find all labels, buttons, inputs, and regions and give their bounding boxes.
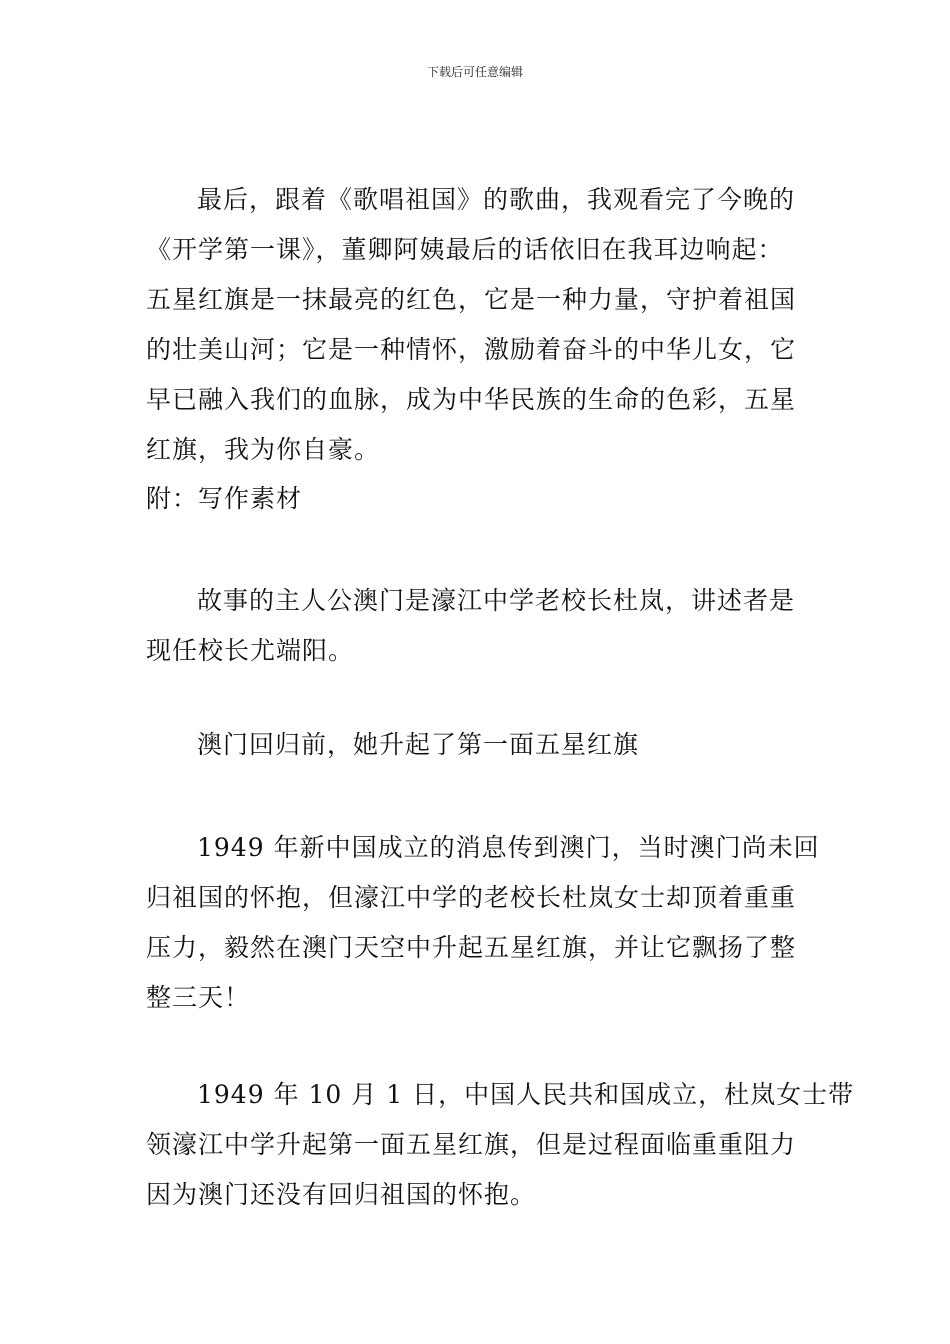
paragraph-line: 《开学第一课》，董卿阿姨最后的话依旧在我耳边响起： bbox=[146, 235, 784, 264]
section-subtitle: 澳门回归前，她升起了第一面五星红旗 bbox=[197, 730, 640, 759]
paragraph-story-intro bbox=[146, 576, 806, 676]
paragraph-line: 压力，毅然在澳门天空中升起五星红旗，并让它飘扬了整 bbox=[146, 933, 797, 962]
page-header-note: 下载后可任意编辑 bbox=[426, 65, 523, 79]
paragraph-line: 归祖国的怀抱，但濠江中学的老校长杜岚女士却顶着重重 bbox=[146, 883, 797, 912]
paragraph-line: 早已融入我们的血脉，成为中华民族的生命的色彩，五星 bbox=[146, 385, 797, 414]
paragraph-line: 1949 年 10 月 1 日，中国人民共和国成立，杜岚女士带 bbox=[197, 1080, 855, 1109]
paragraph-line: 故事的主人公澳门是濠江中学老校长杜岚，讲述者是 bbox=[197, 586, 796, 615]
paragraph-line: 领濠江中学升起第一面五星红旗，但是过程面临重重阻力 bbox=[146, 1130, 797, 1159]
paragraph-line: 1949 年新中国成立的消息传到澳门，当时澳门尚未回 bbox=[197, 833, 820, 862]
paragraph-line: 因为澳门还没有回归祖国的怀抱。 bbox=[146, 1180, 537, 1209]
paragraph-line: 红旗，我为你自豪。 bbox=[146, 435, 381, 464]
paragraph-1949-news bbox=[146, 823, 820, 1023]
paragraph-line: 的壮美山河；它是一种情怀，激励着奋斗的中华儿女，它 bbox=[146, 335, 797, 364]
paragraph-conclusion bbox=[146, 175, 806, 475]
paragraph-line: 现任校长尤端阳。 bbox=[146, 636, 355, 665]
appendix-heading: 附：写作素材 bbox=[146, 484, 303, 513]
paragraph-line: 五星红旗是一抹最亮的红色，它是一种力量，守护着祖国 bbox=[146, 285, 797, 314]
paragraph-october-first bbox=[146, 1070, 855, 1220]
paragraph-line: 最后，跟着《歌唱祖国》的歌曲，我观看完了今晚的 bbox=[197, 185, 796, 214]
paragraph-line: 整三天！ bbox=[146, 983, 251, 1012]
